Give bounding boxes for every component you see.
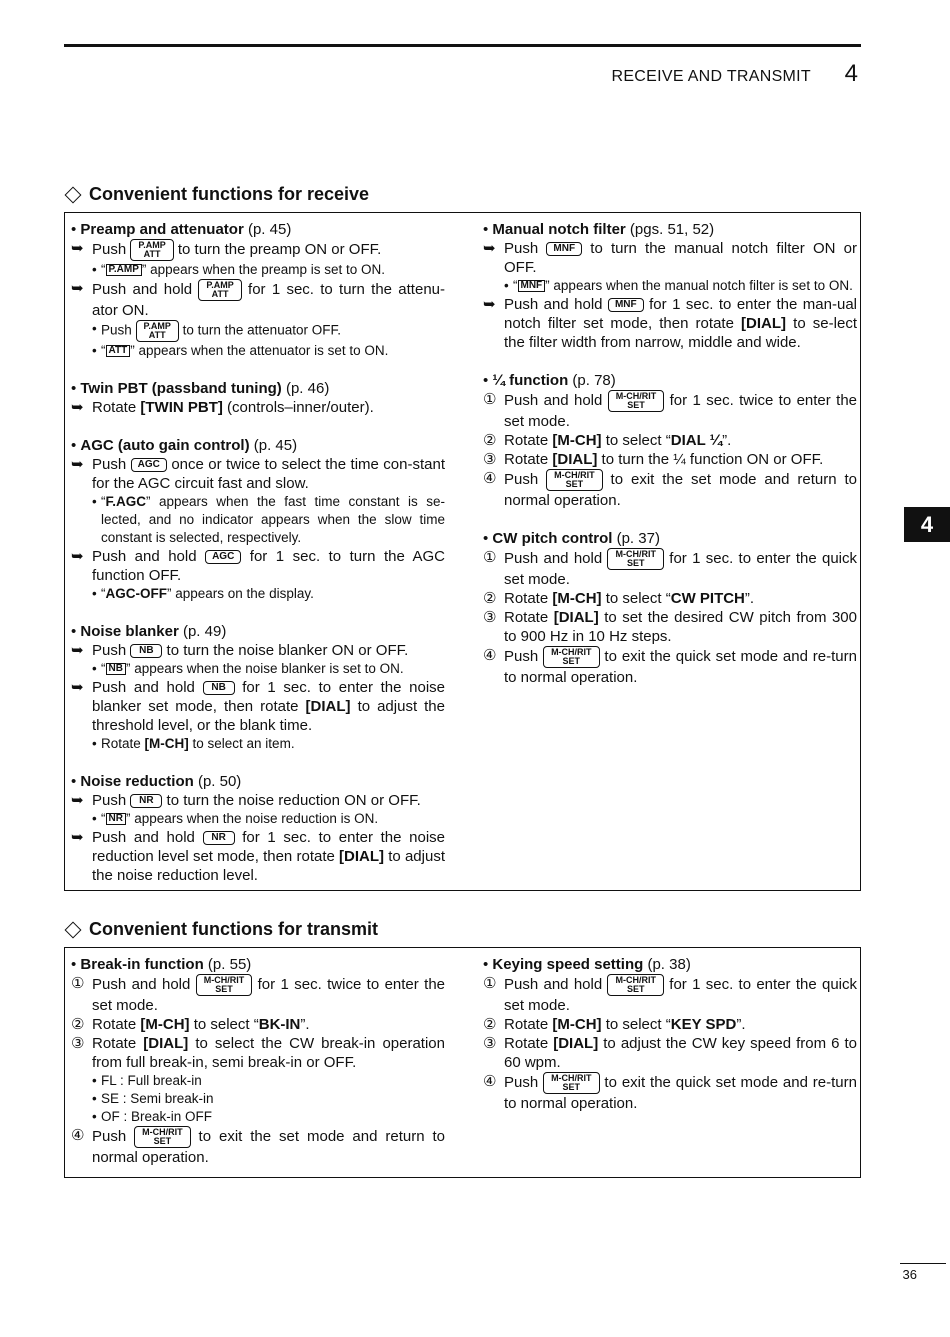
arrow-icon: ➥ <box>71 548 84 565</box>
arrow-icon: ➥ <box>71 829 84 846</box>
function-block <box>483 220 857 352</box>
receive-left-column <box>71 213 445 885</box>
step-number: ① <box>483 975 497 992</box>
panel-key-icon: NR <box>130 794 162 808</box>
function-name: AGC (auto gain control) <box>80 437 250 454</box>
panel-key-icon: NB <box>130 644 162 658</box>
function-heading: • Noise blanker (p. 49) <box>71 623 227 640</box>
function-block <box>71 622 445 753</box>
display-indicator-icon: P.AMP <box>106 264 142 276</box>
step-text: Rotate [DIAL] to set the desired CW pitch from 300 to 900 Hz in 10 Hz steps. <box>504 609 857 645</box>
note-line <box>71 1072 445 1090</box>
step-number: ① <box>71 975 85 992</box>
key-label: M-CH/RIT <box>142 1127 183 1137</box>
step-text: Push M-CH/RIT SET to exit the quick set mode and re-turn to normal operation. <box>504 1073 857 1112</box>
header-rule <box>64 44 861 47</box>
step-text: Rotate [M-CH] to select “DIAL ¼”. <box>504 432 732 449</box>
function-block <box>71 772 445 885</box>
key-label: ATT <box>148 330 166 340</box>
numbered-step <box>71 974 445 1015</box>
arrow-icon: ➥ <box>71 679 84 696</box>
step-number: ① <box>483 549 497 566</box>
step-number: ④ <box>71 1127 85 1144</box>
arrow-icon: ➥ <box>71 399 84 416</box>
note-text: OF : Break-in OFF <box>101 1109 213 1124</box>
step-number: ③ <box>483 451 497 468</box>
function-heading: • Break-in function (p. 55) <box>71 956 252 973</box>
note-line <box>71 1108 445 1126</box>
step-text: Push M-CH/RIT SET to exit the set mode and return to normal operation. <box>92 1127 446 1166</box>
arrow-icon: ➥ <box>71 240 84 257</box>
bold-text: [DIAL] <box>552 451 598 468</box>
step-text: Push and hold M-CH/RIT SET for 1 sec. twice to enter the set mode. <box>92 975 445 1014</box>
panel-key-icon <box>608 390 665 412</box>
step-number: ② <box>483 590 497 607</box>
numbered-step <box>483 548 857 589</box>
display-indicator-icon: MNF <box>518 280 546 292</box>
arrow-icon: ➥ <box>483 240 496 257</box>
panel-key-icon: MNF <box>546 242 582 256</box>
numbered-step <box>483 1015 857 1034</box>
function-name: CW pitch control <box>492 530 613 547</box>
arrow-step <box>71 455 445 493</box>
note-line <box>71 261 445 279</box>
step-number: ② <box>483 1016 497 1033</box>
key-label: SET <box>626 558 645 568</box>
key-label: SET <box>627 400 645 410</box>
function-name: Keying speed setting <box>492 956 644 973</box>
step-text: Push and hold MNF for 1 sec. to enter the man-ual notch filter set mode, then rotate [DIAL] to se-lect the filter width from narrow, middle and wide. <box>504 296 857 351</box>
step-text: Rotate [M-CH] to select “CW PITCH”. <box>504 590 755 607</box>
step-text: Push and hold M-CH/RIT SET for 1 sec. twice to enter the set mode. <box>504 391 857 430</box>
key-label: M-CH/RIT <box>615 549 656 559</box>
numbered-step <box>483 431 857 450</box>
function-name: Manual notch filter <box>492 221 626 238</box>
bold-text: [DIAL] <box>339 848 385 865</box>
function-block <box>71 379 445 417</box>
numbered-step <box>71 1015 445 1034</box>
function-block <box>71 220 445 360</box>
arrow-icon: ➥ <box>71 642 84 659</box>
key-label: SET <box>626 984 645 994</box>
bold-text: [M-CH] <box>552 590 602 607</box>
function-name: Preamp and attenuator <box>80 221 244 238</box>
bold-text: [M-CH] <box>144 736 189 751</box>
numbered-step <box>483 589 857 608</box>
arrow-step <box>71 279 445 320</box>
key-label: M-CH/RIT <box>615 975 656 985</box>
note-line <box>71 735 445 753</box>
bold-text: [DIAL] <box>741 315 787 332</box>
transmit-left-column <box>71 948 445 1167</box>
bullet-icon: • <box>92 262 97 277</box>
arrow-icon: ➥ <box>483 296 496 313</box>
function-block <box>71 436 445 603</box>
bullet-icon: • <box>92 736 97 751</box>
function-name: Noise blanker <box>80 623 179 640</box>
bullet-icon: • <box>92 1109 97 1124</box>
step-number: ④ <box>483 647 497 664</box>
note-line <box>71 493 445 547</box>
bold-text: [TWIN PBT] <box>140 399 223 416</box>
panel-key-icon: AGC <box>131 458 167 472</box>
step-text: Rotate [DIAL] to select the CW break-in operation from full break-in, semi break-in or OFF. <box>92 1035 445 1071</box>
note-text: Push P.AMP ATT to turn the attenuator OFF. <box>101 321 341 340</box>
note-line <box>71 810 445 828</box>
bold-text: AGC-OFF <box>105 586 167 601</box>
function-block <box>483 371 857 510</box>
step-number: ② <box>483 432 497 449</box>
bullet-icon: • <box>504 278 509 293</box>
bold-text: CW PITCH <box>670 590 745 607</box>
step-text: Rotate [M-CH] to select “BK-IN”. <box>92 1016 310 1033</box>
panel-key-icon <box>543 1072 600 1094</box>
panel-key-icon <box>198 279 241 301</box>
step-number: ③ <box>483 609 497 626</box>
step-text: Push NB to turn the noise blanker ON or OFF. <box>92 642 409 659</box>
bold-text: [DIAL] <box>553 609 599 626</box>
note-line <box>71 585 445 603</box>
numbered-step <box>483 608 857 646</box>
note-line <box>71 320 445 342</box>
chapter-number: 4 <box>844 60 858 87</box>
key-label: ATT <box>143 249 161 259</box>
key-label: M-CH/RIT <box>554 470 595 480</box>
numbered-step <box>71 1034 445 1072</box>
transmit-section-title: Convenient functions for transmit <box>64 919 378 940</box>
step-text: Rotate [M-CH] to select “KEY SPD”. <box>504 1016 746 1033</box>
step-text: Push AGC once or twice to select the time con-stant for the AGC circuit fast and slow. <box>92 456 446 492</box>
function-name: Twin PBT (passband tuning) <box>80 380 282 397</box>
step-text: Push MNF to turn the manual notch filter ON or OFF. <box>504 240 857 276</box>
numbered-step <box>483 450 857 469</box>
arrow-icon: ➥ <box>71 280 84 297</box>
arrow-icon: ➥ <box>71 792 84 809</box>
page-number-rule <box>900 1263 946 1264</box>
bullet-icon: • <box>92 494 97 509</box>
key-label: M-CH/RIT <box>551 647 592 657</box>
step-number: ③ <box>71 1035 85 1052</box>
note-line <box>71 1090 445 1108</box>
arrow-step <box>71 641 445 660</box>
arrow-step <box>71 398 445 417</box>
step-number: ③ <box>483 1035 497 1052</box>
step-text: Push and hold NR for 1 sec. to enter the noise reduction level set mode, then rotate [DIAL] to adjust the noise reduction level. <box>92 829 445 884</box>
arrow-step <box>71 828 445 885</box>
step-text: Push and hold AGC for 1 sec. to turn the AGC function OFF. <box>92 548 445 584</box>
note-line <box>71 660 445 678</box>
step-text: Push and hold P.AMP ATT for 1 sec. to turn the attenu-ator ON. <box>92 280 446 319</box>
bold-text: KEY SPD <box>670 1016 737 1033</box>
key-label: SET <box>562 656 581 666</box>
arrow-step <box>71 239 445 261</box>
chapter-tab: 4 <box>904 507 950 542</box>
diamond-icon <box>65 921 82 938</box>
page-number: 36 <box>902 1267 917 1282</box>
key-label: M-CH/RIT <box>615 391 657 401</box>
note-text: “AGC-OFF” appears on the display. <box>101 586 314 601</box>
panel-key-icon: AGC <box>205 550 241 564</box>
step-number: ② <box>71 1016 85 1033</box>
step-text: Push M-CH/RIT SET to exit the set mode and return to normal operation. <box>504 470 858 509</box>
bullet-icon: • <box>92 321 97 336</box>
panel-key-icon: MNF <box>608 298 644 312</box>
function-name: Noise reduction <box>80 773 194 790</box>
bold-text: [DIAL] <box>143 1035 189 1052</box>
function-heading: • Preamp and attenuator (p. 45) <box>71 221 292 238</box>
note-text: “ NR ” appears when the noise reduction is ON. <box>101 811 379 826</box>
step-text: Rotate [DIAL] to turn the ¼ function ON or OFF. <box>504 451 824 468</box>
key-label: M-CH/RIT <box>203 975 245 985</box>
function-heading: • Manual notch filter (pgs. 51, 52) <box>483 221 715 238</box>
bold-text: [M-CH] <box>140 1016 190 1033</box>
note-line <box>483 277 857 295</box>
arrow-step <box>71 678 445 735</box>
transmit-box <box>64 947 861 1178</box>
step-number: ④ <box>483 1073 497 1090</box>
function-name: Break-in function <box>80 956 204 973</box>
note-line <box>71 342 445 360</box>
step-text: Rotate [TWIN PBT] (controls–inner/outer). <box>92 399 374 416</box>
numbered-step <box>483 1072 857 1113</box>
function-heading: • ¼ function (p. 78) <box>483 372 616 389</box>
display-indicator-icon: NR <box>106 813 126 825</box>
function-block <box>483 529 857 687</box>
panel-key-icon <box>136 320 179 342</box>
panel-key-icon <box>546 469 603 491</box>
numbered-step <box>483 469 857 510</box>
arrow-step <box>483 239 857 277</box>
key-label: SET <box>565 479 584 489</box>
note-text: “F.AGC” appears when the fast time constant is se-lected, and no indicator appears when the slow time constant is selected, respectively. <box>101 494 445 545</box>
display-indicator-icon: NB <box>106 663 126 675</box>
step-text: Push M-CH/RIT SET to exit the quick set mode and re-turn to normal operation. <box>504 647 857 686</box>
bold-text: [M-CH] <box>552 432 602 449</box>
receive-section-title: Convenient functions for receive <box>64 184 369 205</box>
arrow-step <box>71 547 445 585</box>
receive-box <box>64 212 861 891</box>
bullet-icon: • <box>92 661 97 676</box>
note-text: “ ATT ” appears when the attenuator is set to ON. <box>101 343 389 358</box>
panel-key-icon <box>134 1126 191 1148</box>
step-text: Push NR to turn the noise reduction ON or OFF. <box>92 792 421 809</box>
note-text: “ P.AMP ” appears when the preamp is set to ON. <box>101 262 386 277</box>
function-heading: • AGC (auto gain control) (p. 45) <box>71 437 298 454</box>
bullet-icon: • <box>92 586 97 601</box>
numbered-step <box>71 1126 445 1167</box>
function-heading: • Keying speed setting (p. 38) <box>483 956 691 973</box>
key-label: M-CH/RIT <box>551 1073 592 1083</box>
bullet-icon: • <box>92 1073 97 1088</box>
step-text: Push and hold M-CH/RIT SET for 1 sec. to enter the quick set mode. <box>504 975 858 1014</box>
note-text: FL : Full break-in <box>101 1073 202 1088</box>
key-label: ATT <box>211 289 229 299</box>
note-text: Rotate [M-CH] to select an item. <box>101 736 295 751</box>
note-text: SE : Semi break-in <box>101 1091 214 1106</box>
panel-key-icon <box>130 239 173 261</box>
panel-key-icon <box>607 548 664 570</box>
step-number: ① <box>483 391 497 408</box>
transmit-right-column <box>483 948 857 1113</box>
function-name: ¼ function <box>492 372 569 389</box>
bold-text: F.AGC <box>105 494 146 509</box>
panel-key-icon: NB <box>203 681 235 695</box>
step-text: Push P.AMP ATT to turn the preamp ON or OFF. <box>92 240 382 259</box>
panel-key-icon <box>607 974 664 996</box>
numbered-step <box>483 390 857 431</box>
display-indicator-icon: ATT <box>106 345 131 357</box>
panel-key-icon: NR <box>203 831 235 845</box>
numbered-step <box>483 1034 857 1072</box>
function-block <box>71 955 445 1167</box>
note-text: “ MNF ” appears when the manual notch filter is set to ON. <box>513 278 853 293</box>
key-label: SET <box>215 984 233 994</box>
step-text: Push and hold NB for 1 sec. to enter the noise blanker set mode, then rotate [DIAL] to adjust the threshold level, or the blank time. <box>92 679 445 734</box>
bullet-icon: • <box>92 1091 97 1106</box>
function-heading: • Twin PBT (passband tuning) (p. 46) <box>71 380 330 397</box>
diamond-icon <box>65 186 82 203</box>
bold-text: DIAL ¼ <box>670 432 723 449</box>
key-label: P.AMP <box>143 321 171 331</box>
bold-text: [DIAL] <box>553 1035 599 1052</box>
bullet-icon: • <box>92 811 97 826</box>
numbered-step <box>483 646 857 687</box>
note-text: “ NB ” appears when the noise blanker is set to ON. <box>101 661 404 676</box>
key-label: P.AMP <box>138 240 166 250</box>
chapter-title: RECEIVE AND TRANSMIT <box>611 68 811 85</box>
function-heading: • Noise reduction (p. 50) <box>71 773 242 790</box>
arrow-icon: ➥ <box>71 456 84 473</box>
numbered-step <box>483 974 857 1015</box>
key-label: SET <box>562 1082 581 1092</box>
bold-text: BK-IN <box>258 1016 301 1033</box>
key-label: SET <box>153 1136 172 1146</box>
bullet-icon: • <box>92 343 97 358</box>
panel-key-icon <box>543 646 600 668</box>
receive-right-column <box>483 213 857 687</box>
bold-text: [M-CH] <box>552 1016 602 1033</box>
bold-text: [DIAL] <box>305 698 351 715</box>
arrow-step <box>483 295 857 352</box>
arrow-step <box>71 791 445 810</box>
panel-key-icon <box>196 974 253 996</box>
function-block <box>483 955 857 1113</box>
step-text: Rotate [DIAL] to adjust the CW key speed from 6 to 60 wpm. <box>504 1035 857 1071</box>
step-number: ④ <box>483 470 497 487</box>
key-label: P.AMP <box>206 280 234 290</box>
function-heading: • CW pitch control (p. 37) <box>483 530 660 547</box>
step-text: Push and hold M-CH/RIT SET for 1 sec. to enter the quick set mode. <box>504 549 858 588</box>
